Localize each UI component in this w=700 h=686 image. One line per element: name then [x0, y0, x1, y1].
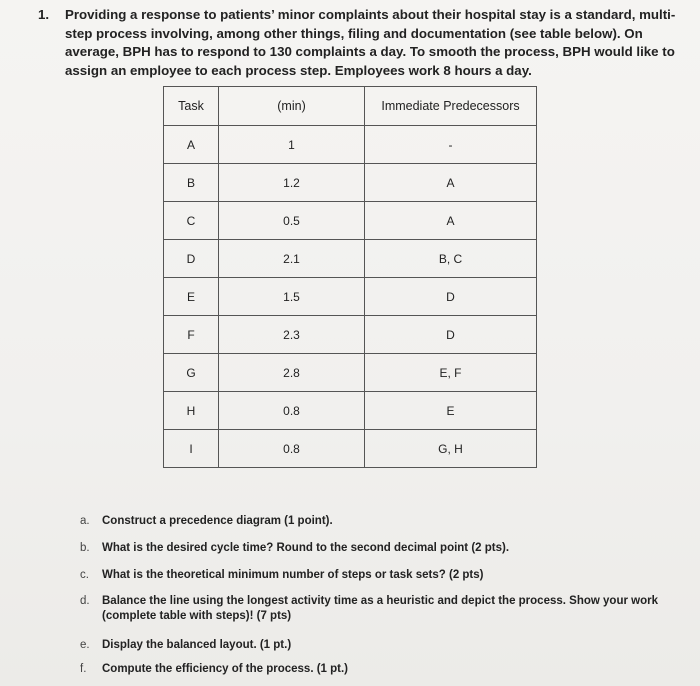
cell-task: D: [164, 240, 219, 278]
cell-task: C: [164, 202, 219, 240]
question-number: 1.: [38, 7, 50, 22]
header-task: Task: [164, 87, 219, 126]
header-predecessors: Immediate Predecessors: [365, 87, 537, 126]
table-row: [164, 278, 537, 316]
table-header-row: [164, 87, 537, 126]
cell-time: 2.8: [219, 354, 365, 392]
part-text: Display the balanced layout. (1 pt.): [102, 639, 292, 651]
part-text: What is the desired cycle time? Round to the second decimal point (2 pts).: [102, 542, 510, 554]
table-row: [164, 392, 537, 430]
part-b: [80, 541, 680, 556]
part-a: [80, 514, 680, 529]
cell-predecessors: A: [365, 164, 537, 202]
cell-predecessors: -: [365, 126, 537, 164]
cell-time: 1.5: [219, 278, 365, 316]
part-text: Compute the efficiency of the process. (1 pt.): [102, 663, 349, 675]
part-text: Balance the line using the longest activity time as a heuristic and depict the process. Show your work (complete table with steps)! (7 pts): [102, 595, 658, 622]
cell-task: E: [164, 278, 219, 316]
cell-task: A: [164, 126, 219, 164]
cell-time: 1.2: [219, 164, 365, 202]
cell-task: F: [164, 316, 219, 354]
cell-predecessors: B, C: [365, 240, 537, 278]
table-row: [164, 354, 537, 392]
cell-task: G: [164, 354, 219, 392]
table-row: [164, 316, 537, 354]
part-c: [80, 568, 680, 583]
table-row: [164, 240, 537, 278]
table-row: [164, 126, 537, 164]
part-e: [80, 638, 680, 653]
cell-time: 0.5: [219, 202, 365, 240]
part-label: f.: [80, 663, 87, 675]
cell-time: 0.8: [219, 430, 365, 468]
part-d: [80, 594, 680, 624]
cell-time: 2.1: [219, 240, 365, 278]
part-label: c.: [80, 569, 89, 581]
cell-task: B: [164, 164, 219, 202]
part-text: Construct a precedence diagram (1 point).: [102, 515, 333, 527]
part-label: b.: [80, 542, 90, 554]
header-time: (min): [219, 87, 365, 126]
question-text: Providing a response to patients’ minor complaints about their hospital stay is a standard, multi-step process involving, among other things, filing and documentation (see table below). On average, BPH has to respond to 130 complaints a day. To smooth the process, BPH would like to assign an employee to each process step. Employees work 8 hours a day.: [65, 7, 676, 78]
table-row: [164, 430, 537, 468]
cell-predecessors: E, F: [365, 354, 537, 392]
part-text: What is the theoretical minimum number of steps or task sets? (2 pts): [102, 569, 484, 581]
cell-time: 0.8: [219, 392, 365, 430]
table-row: [164, 202, 537, 240]
cell-predecessors: D: [365, 278, 537, 316]
cell-predecessors: G, H: [365, 430, 537, 468]
cell-task: I: [164, 430, 219, 468]
cell-time: 2.3: [219, 316, 365, 354]
cell-time: 1: [219, 126, 365, 164]
cell-predecessors: D: [365, 316, 537, 354]
table-row: [164, 164, 537, 202]
part-f: [80, 662, 680, 677]
cell-predecessors: E: [365, 392, 537, 430]
cell-task: H: [164, 392, 219, 430]
part-label: d.: [80, 595, 90, 607]
task-table: [163, 86, 537, 468]
question-intro: [38, 6, 678, 80]
part-label: e.: [80, 639, 90, 651]
cell-predecessors: A: [365, 202, 537, 240]
part-label: a.: [80, 515, 90, 527]
